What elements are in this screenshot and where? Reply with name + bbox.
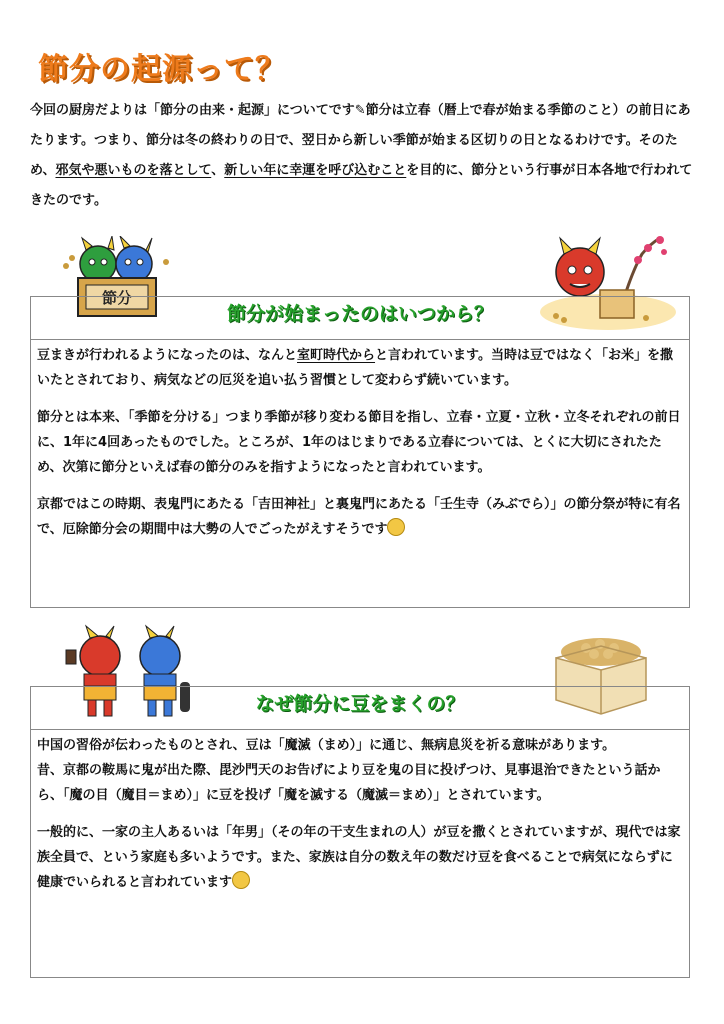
paragraph: 昔、京都の鞍馬に鬼が出た際、毘沙門天のお告げにより豆を鬼の目に投げつけ、見事退治できたという話から、「魔の目（魔目＝まめ）」に豆を投げ「魔を滅する（魔滅＝まめ）」とされています。 bbox=[37, 763, 661, 803]
grin-emoji-icon bbox=[232, 871, 250, 889]
paragraph-text: 一般的に、一家の主人あるいは「年男」（その年の干支生まれの人）が豆を撒くとされていますが、現代では家族全員で、という家庭も多いようです。また、家族は自分の数え年の数だけ豆を食べることで病気にならずに健康でいられると言われています bbox=[37, 825, 681, 890]
heading-divider bbox=[31, 729, 689, 730]
paragraph: 中国の習俗が伝わったものとされ、豆は「魔滅（まめ）」に通じ、無病息災を祈る意味があります。 bbox=[37, 738, 616, 753]
paragraph bbox=[37, 820, 683, 895]
intro-text: 、 bbox=[211, 163, 225, 178]
section-why-beans bbox=[30, 686, 690, 978]
paragraph: 節分とは本来、「季節を分ける」つまり季節が移り変わる節目を指し、立春・立夏・立秋・立冬それぞれの前日に、1年に4回あったものでした。ところが、1年のはじまりである立春については、とくに大切にされたため、次第に節分といえば春の節分のみを指すようになったと言われています。 bbox=[37, 410, 681, 475]
section-body bbox=[37, 733, 683, 907]
paragraph bbox=[37, 343, 683, 393]
section-heading-text: なぜ節分に豆をまくの？ bbox=[245, 689, 474, 716]
oni-sign-text: 節分 bbox=[101, 289, 133, 307]
paragraph-text: 豆まきが行われるようになったのは、なんと bbox=[37, 348, 298, 363]
heading-divider bbox=[31, 339, 689, 340]
intro-underline-2: 新しい年に幸運を呼び込むこと bbox=[224, 163, 407, 178]
section-heading bbox=[31, 297, 689, 339]
section-heading bbox=[31, 687, 689, 729]
paragraph bbox=[37, 492, 683, 542]
paragraph-text: と言われています。当時は豆ではなく「お米」を撒いたとされており、病気などの厄災を追い払う習慣として変わらず続いています。 bbox=[37, 348, 673, 388]
intro-underline-1: 邪気や悪いものを落として bbox=[55, 163, 212, 178]
paragraph-underline: 室町時代から bbox=[297, 348, 376, 363]
paragraph-text: 京都ではこの時期、表鬼門にあたる「吉田神社」と裏鬼門にあたる「壬生寺（みぶでら）」の節分祭が特に有名で、厄除節分会の期間中は大勢の人でごったがえすそうです bbox=[37, 497, 681, 537]
section-when-started bbox=[30, 296, 690, 608]
section-body bbox=[37, 343, 683, 554]
page-title: 節分の起源って？ bbox=[38, 52, 286, 87]
section-heading-text: 節分が始まったのはいつから？ bbox=[217, 299, 503, 326]
intro-paragraph bbox=[30, 96, 698, 216]
intro-text: を目的に、節分という行事が日本各地で行われてきたのです。 bbox=[30, 163, 693, 208]
smile-emoji-icon bbox=[387, 518, 405, 536]
intro-text: 今回の厨房だよりは「節分の由来・起源」についてです✎節分は立春（暦上で春が始まる季節のこと）の前日にあたります。つまり、節分は冬の終わりの日で、翌日から新しい季節が始まる区切りの日となるわけです。そのため、 bbox=[30, 103, 691, 178]
